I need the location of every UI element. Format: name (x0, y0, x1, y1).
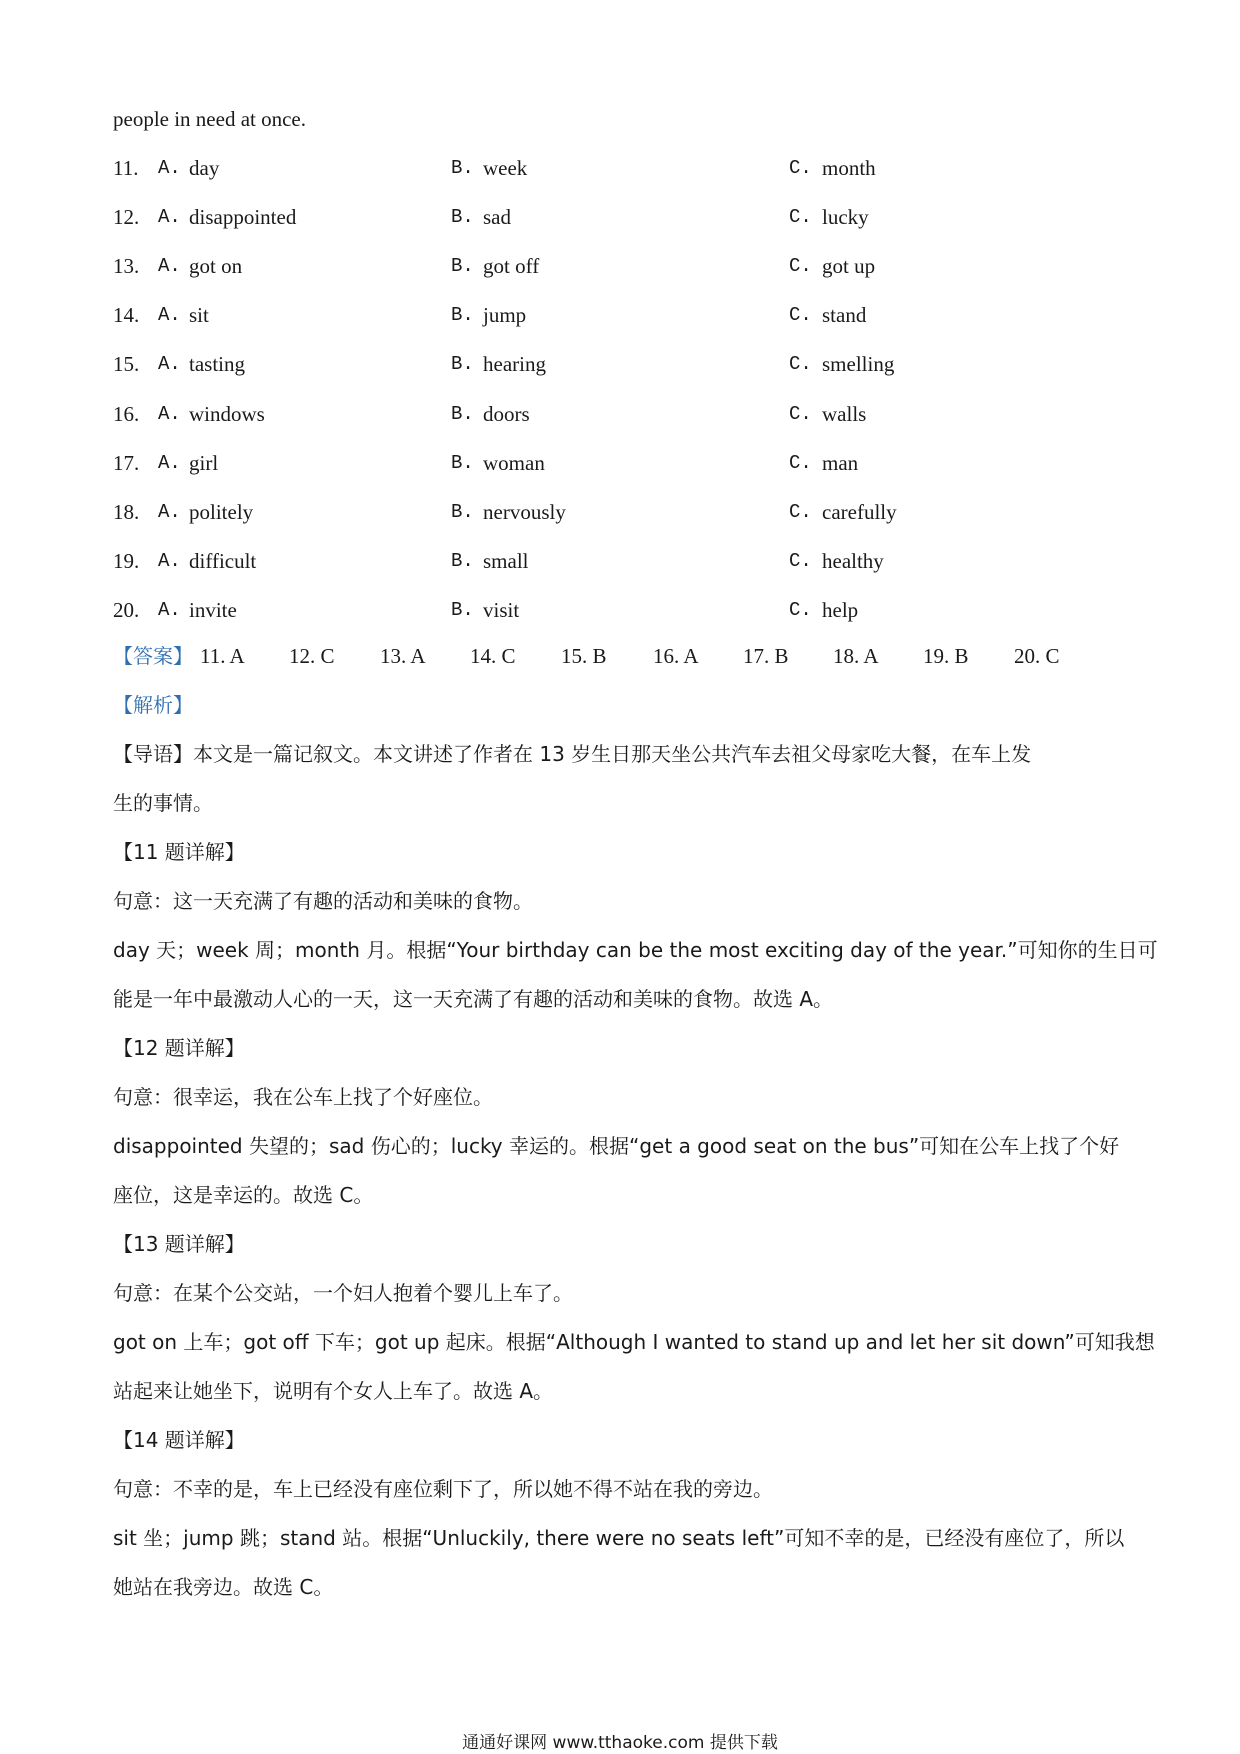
q13-meaning: 句意：在某个公交站，一个妇人抱着个婴儿上车了。 (113, 1281, 573, 1305)
question-row (113, 153, 1133, 183)
option-a-letter: A. (158, 599, 181, 621)
question-number: 16. (113, 402, 140, 426)
q14-explain-2: 她站在我旁边。故选 C。 (113, 1575, 334, 1599)
option-a-text: politely (189, 500, 254, 524)
option-b-text: sad (483, 205, 511, 229)
question-number: 18. (113, 500, 140, 524)
option-a-letter: A. (158, 304, 181, 326)
option-b-letter: B. (451, 403, 474, 425)
question-number: 17. (113, 451, 140, 475)
option-b-text: got off (483, 254, 540, 278)
question-row (113, 546, 1133, 576)
q12-explain-2: 座位，这是幸运的。故选 C。 (113, 1183, 374, 1207)
option-b-letter: B. (451, 255, 474, 277)
option-a-letter: A. (158, 353, 181, 375)
answer-item: 11. A (200, 644, 245, 668)
answer-item: 16. A (653, 644, 699, 668)
option-c-text: lucky (822, 205, 869, 229)
option-a-letter: A. (158, 501, 181, 523)
option-a-letter: A. (158, 403, 181, 425)
option-a-text: difficult (189, 549, 257, 573)
q11-explain-2: 能是一年中最激动人心的一天，这一天充满了有趣的活动和美味的食物。故选 A。 (113, 987, 834, 1011)
analysis-label: 【解析】 (113, 693, 193, 717)
option-b-letter: B. (451, 550, 474, 572)
question-number: 15. (113, 352, 140, 376)
answer-item: 18. A (833, 644, 879, 668)
question-row (113, 448, 1133, 478)
option-a-text: disappointed (189, 205, 297, 229)
option-b-letter: B. (451, 304, 474, 326)
q14-meaning: 句意：不幸的是，车上已经没有座位剩下了，所以她不得不站在我的旁边。 (113, 1477, 773, 1501)
option-b-letter: B. (451, 501, 474, 523)
question-row (113, 349, 1133, 379)
q11-explain-1: day 天；week 周；month 月。根据“Your birthday can be the most exciting day of the year.”可知你的生日可 (113, 938, 1158, 962)
question-row (113, 202, 1133, 232)
answer-item: 12. C (289, 644, 335, 668)
option-c-letter: C. (789, 255, 812, 277)
page-footer: 通通好课网 www.tthaoke.com 提供下载 (462, 1733, 778, 1753)
q13-heading: 【13 题详解】 (113, 1232, 245, 1256)
option-c-text: help (822, 598, 859, 622)
q13-explain-1: got on 上车；got off 下车；got up 起床。根据“Although I wanted to stand up and let her sit down”可知我想 (113, 1330, 1155, 1354)
answer-row (113, 641, 1133, 671)
option-c-text: man (822, 451, 859, 475)
question-row (113, 300, 1133, 330)
option-b-text: visit (483, 598, 520, 622)
option-c-letter: C. (789, 501, 812, 523)
option-c-letter: C. (789, 550, 812, 572)
option-b-text: hearing (483, 352, 546, 376)
option-c-letter: C. (789, 353, 812, 375)
option-c-text: healthy (822, 549, 884, 573)
option-b-letter: B. (451, 206, 474, 228)
option-c-letter: C. (789, 452, 812, 474)
answer-item: 20. C (1014, 644, 1060, 668)
question-number: 11. (113, 156, 139, 180)
question-number: 20. (113, 598, 140, 622)
answer-item: 17. B (743, 644, 789, 668)
option-b-letter: B. (451, 157, 474, 179)
q12-explain-1: disappointed 失望的；sad 伤心的；lucky 幸运的。根据“get a good seat on the bus”可知在公车上找了个好 (113, 1134, 1120, 1158)
option-a-letter: A. (158, 157, 181, 179)
q12-heading: 【12 题详解】 (113, 1036, 245, 1060)
question-number: 13. (113, 254, 140, 278)
option-c-letter: C. (789, 304, 812, 326)
answer-item: 13. A (380, 644, 426, 668)
option-c-text: walls (822, 402, 867, 426)
option-b-text: nervously (483, 500, 566, 524)
option-c-text: got up (822, 254, 876, 278)
option-c-text: smelling (822, 352, 895, 376)
question-number: 12. (113, 205, 140, 229)
option-b-letter: B. (451, 452, 474, 474)
question-row (113, 595, 1133, 625)
option-c-text: stand (822, 303, 867, 327)
option-c-text: month (822, 156, 876, 180)
option-a-text: day (189, 156, 220, 180)
option-c-letter: C. (789, 403, 812, 425)
guide-line-1: 【导语】本文是一篇记叙文。本文讲述了作者在 13 岁生日那天坐公共汽车去祖父母家吃大餐，在车上发 (113, 742, 1032, 766)
option-a-text: windows (189, 402, 265, 426)
q13-explain-2: 站起来让她坐下，说明有个女人上车了。故选 A。 (113, 1379, 554, 1403)
option-c-letter: C. (789, 599, 812, 621)
option-b-text: doors (483, 402, 530, 426)
answer-item: 14. C (470, 644, 516, 668)
option-a-text: got on (189, 254, 243, 278)
option-c-letter: C. (789, 206, 812, 228)
q12-meaning: 句意：很幸运，我在公车上找了个好座位。 (113, 1085, 493, 1109)
question-row (113, 497, 1133, 527)
option-b-text: small (483, 549, 529, 573)
q14-heading: 【14 题详解】 (113, 1428, 245, 1452)
q11-heading: 【11 题详解】 (113, 840, 245, 864)
option-b-text: woman (483, 451, 545, 475)
option-b-letter: B. (451, 353, 474, 375)
option-b-text: jump (483, 303, 527, 327)
option-a-text: sit (189, 303, 209, 327)
option-a-letter: A. (158, 206, 181, 228)
answer-item: 19. B (923, 644, 969, 668)
guide-line-2: 生的事情。 (113, 791, 213, 815)
question-number: 14. (113, 303, 140, 327)
answer-item: 15. B (561, 644, 607, 668)
option-c-text: carefully (822, 500, 897, 524)
question-row (113, 251, 1133, 281)
option-b-text: week (483, 156, 528, 180)
option-a-text: invite (189, 598, 237, 622)
q11-meaning: 句意：这一天充满了有趣的活动和美味的食物。 (113, 889, 533, 913)
question-row (113, 399, 1133, 429)
option-a-letter: A. (158, 452, 181, 474)
question-number: 19. (113, 549, 140, 573)
intro-tail: people in need at once. (113, 107, 306, 131)
option-a-text: tasting (189, 352, 245, 376)
option-a-letter: A. (158, 550, 181, 572)
option-a-text: girl (189, 451, 219, 475)
option-c-letter: C. (789, 157, 812, 179)
q14-explain-1: sit 坐；jump 跳；stand 站。根据“Unluckily, there were no seats left”可知不幸的是，已经没有座位了，所以 (113, 1526, 1125, 1550)
option-b-letter: B. (451, 599, 474, 621)
answer-label: 【答案】 (113, 644, 193, 668)
option-a-letter: A. (158, 255, 181, 277)
